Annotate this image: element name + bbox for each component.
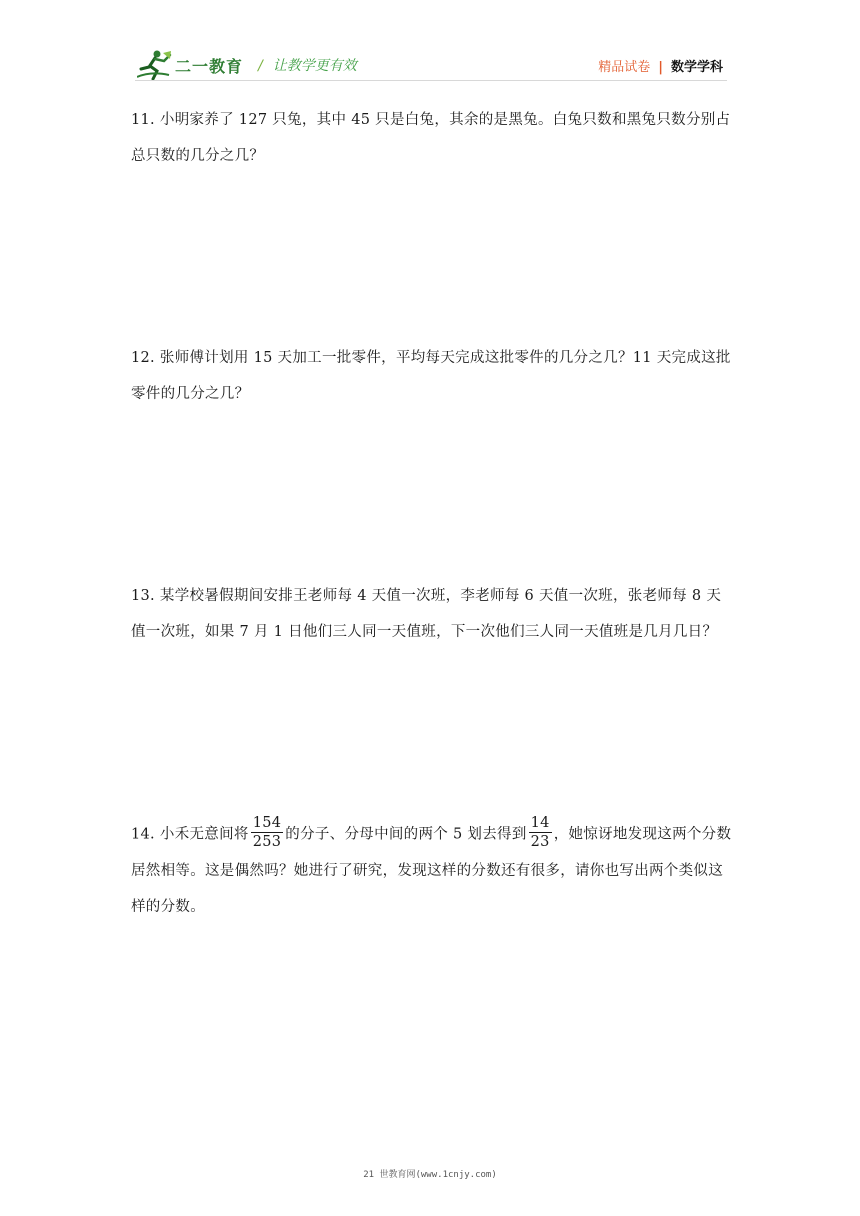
slogan	[258, 55, 357, 75]
question-number: 12.	[131, 350, 155, 366]
header-subject-area	[598, 56, 723, 75]
fraction-numerator: 14	[530, 815, 550, 831]
question-11	[131, 102, 733, 174]
fraction-denominator: 253	[252, 834, 282, 850]
brand-logo	[137, 49, 247, 83]
question-text-c: ，她惊讶地发现这两个分数居然相等。这是偶然吗？她进行了研究，发现这样的分数还有很多，请你也写出两个类似这样的分数。	[131, 826, 732, 915]
slogan-separator: /	[258, 58, 263, 74]
header-subject: 数学学科	[670, 60, 723, 75]
header-rule	[135, 80, 727, 81]
fraction-154-253	[251, 814, 284, 851]
question-14	[131, 816, 733, 925]
question-text: 张师傅计划用 15 天加工一批零件，平均每天完成这批零件的几分之几？11 天完成这批零件的几分之几？	[131, 350, 731, 402]
question-number: 14.	[131, 826, 155, 843]
logo-text: 二一教育	[175, 57, 244, 76]
question-text: 某学校暑假期间安排王老师每 4 天值一次班，李老师每 6 天值一次班，张老师每 8 天值一次班，如果 7 月 1 日他们三人同一天值班，下一次他们三人同一天值班是几月几日？	[131, 588, 722, 640]
slogan-text: 让教学更有效	[272, 58, 357, 74]
page-header	[0, 0, 860, 90]
fraction-14-23	[529, 814, 552, 851]
question-12	[131, 340, 733, 412]
question-text-b: 的分子、分母中间的两个 5 划去得到	[285, 826, 527, 843]
fraction-numerator: 154	[252, 815, 282, 831]
header-tag: 精品试卷	[598, 60, 651, 75]
page-footer: 21 世教育网(www.1cnjy.com)	[363, 1170, 497, 1180]
question-text: 小明家养了 127 只兔，其中 45 只是白兔，其余的是黑兔。白兔只数和黑兔只数分别占总只数的几分之几？	[131, 112, 731, 164]
question-number: 13.	[131, 588, 155, 604]
question-text-a: 小禾无意间将	[159, 826, 249, 843]
question-13	[131, 578, 733, 650]
question-number: 11.	[131, 112, 155, 128]
fraction-denominator: 23	[530, 834, 550, 850]
header-divider: |	[658, 60, 663, 75]
runner-logo-icon	[137, 49, 173, 81]
